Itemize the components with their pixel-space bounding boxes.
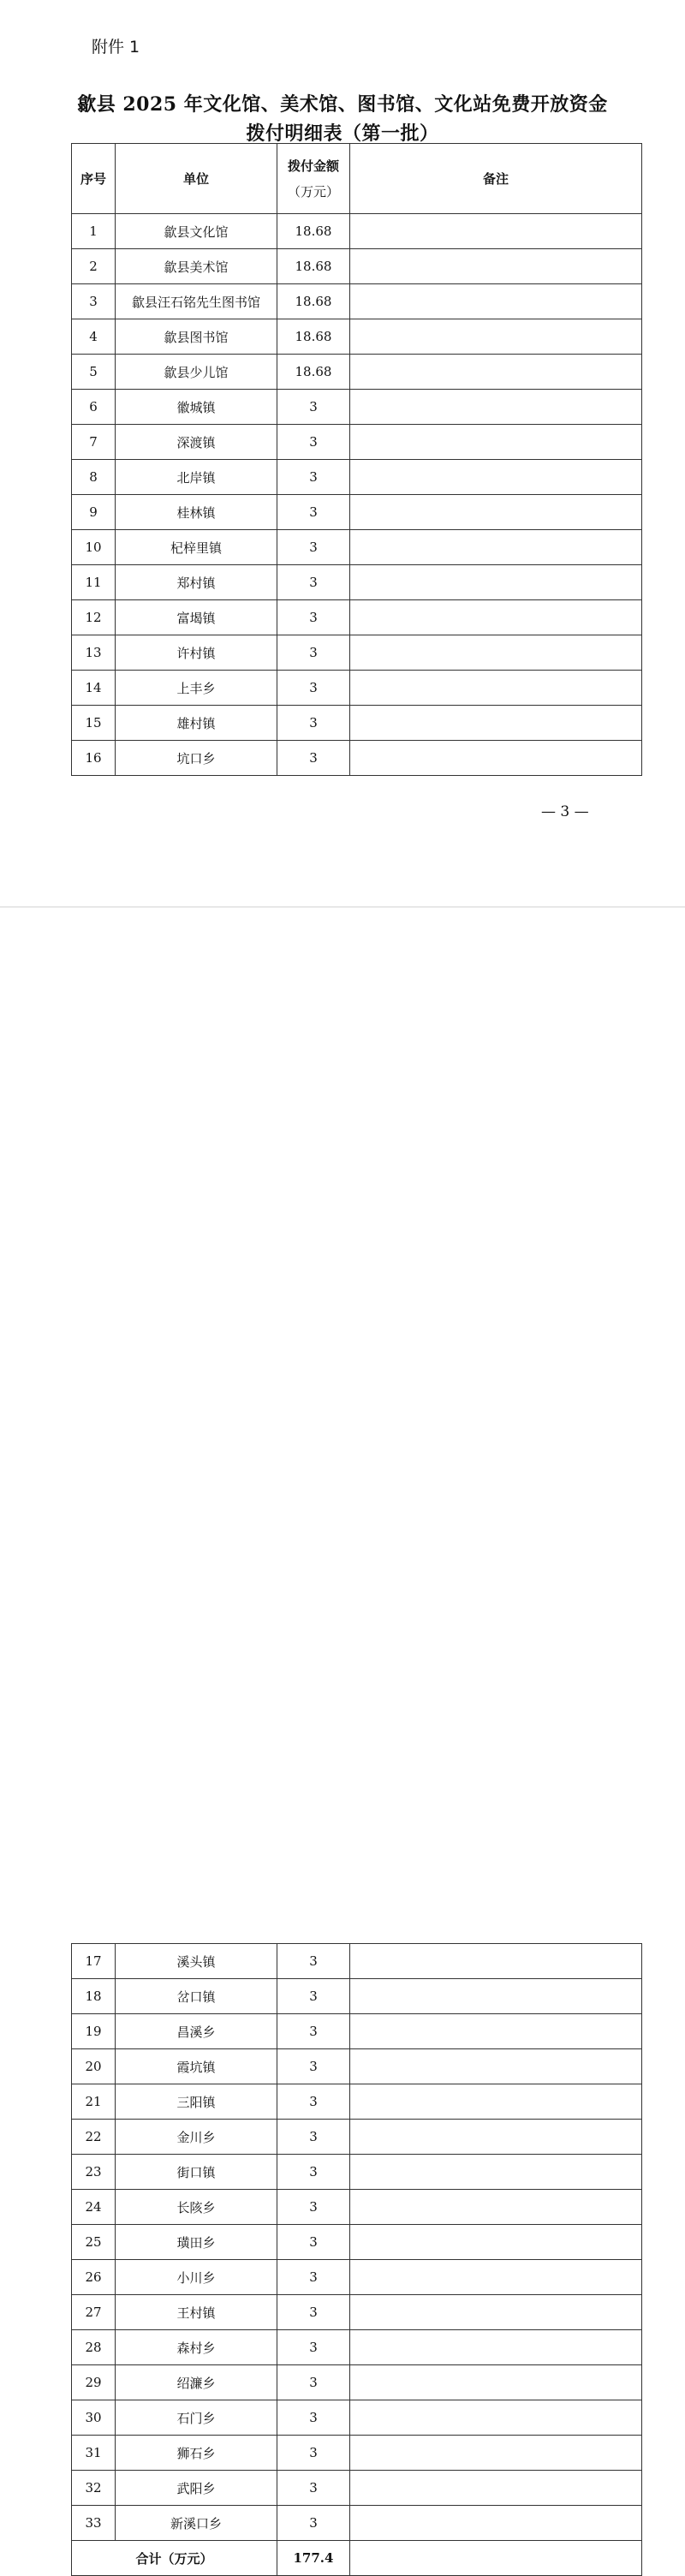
table-row bbox=[72, 2155, 642, 2190]
cell-remark bbox=[350, 741, 642, 776]
table-row bbox=[72, 2506, 642, 2541]
cell-remark bbox=[350, 390, 642, 425]
cell-index: 23 bbox=[72, 2155, 116, 2190]
cell-amount: 3 bbox=[277, 460, 350, 495]
cell-amount: 18.68 bbox=[277, 355, 350, 390]
cell-remark bbox=[350, 460, 642, 495]
cell-index: 19 bbox=[72, 2014, 116, 2049]
header-remarks: 备注 bbox=[350, 144, 642, 214]
cell-remark bbox=[350, 635, 642, 671]
table-row bbox=[72, 2049, 642, 2084]
cell-remark bbox=[350, 2330, 642, 2365]
cell-index: 9 bbox=[72, 495, 116, 530]
page-number: — 3 — bbox=[541, 803, 589, 820]
cell-amount: 3 bbox=[277, 2155, 350, 2190]
table-row bbox=[72, 565, 642, 600]
cell-unit: 郑村镇 bbox=[116, 565, 277, 600]
cell-index: 22 bbox=[72, 2120, 116, 2155]
cell-index: 6 bbox=[72, 390, 116, 425]
table-row bbox=[72, 2225, 642, 2260]
cell-index: 27 bbox=[72, 2295, 116, 2330]
header-index: 序号 bbox=[72, 144, 116, 214]
table-row bbox=[72, 390, 642, 425]
table-row bbox=[72, 635, 642, 671]
table-row bbox=[72, 530, 642, 565]
cell-unit: 溪头镇 bbox=[116, 1944, 277, 1979]
table-row bbox=[72, 706, 642, 741]
cell-unit: 街口镇 bbox=[116, 2155, 277, 2190]
table-header-row bbox=[72, 144, 642, 214]
document-title-line-1: 歙县 2025 年文化馆、美术馆、图书馆、文化站免费开放资金 bbox=[77, 93, 608, 116]
cell-unit: 歙县文化馆 bbox=[116, 214, 277, 249]
document-page-1 bbox=[0, 0, 685, 905]
cell-index: 24 bbox=[72, 2190, 116, 2225]
cell-unit: 王村镇 bbox=[116, 2295, 277, 2330]
cell-unit: 富堨镇 bbox=[116, 600, 277, 635]
table-row bbox=[72, 2120, 642, 2155]
cell-amount: 18.68 bbox=[277, 249, 350, 284]
table-row bbox=[72, 741, 642, 776]
cell-remark bbox=[350, 2014, 642, 2049]
cell-index: 1 bbox=[72, 214, 116, 249]
cell-unit: 石门乡 bbox=[116, 2400, 277, 2436]
cell-remark bbox=[350, 2190, 642, 2225]
cell-amount: 3 bbox=[277, 2365, 350, 2400]
cell-remark bbox=[350, 600, 642, 635]
cell-remark bbox=[350, 2260, 642, 2295]
cell-amount: 3 bbox=[277, 530, 350, 565]
cell-unit: 桂林镇 bbox=[116, 495, 277, 530]
table-row bbox=[72, 355, 642, 390]
cell-amount: 3 bbox=[277, 2471, 350, 2506]
cell-remark bbox=[350, 2436, 642, 2471]
table-row bbox=[72, 2084, 642, 2120]
table-row bbox=[72, 319, 642, 355]
cell-remark bbox=[350, 2365, 642, 2400]
cell-amount: 3 bbox=[277, 2225, 350, 2260]
cell-unit: 雄村镇 bbox=[116, 706, 277, 741]
cell-remark bbox=[350, 2084, 642, 2120]
cell-index: 7 bbox=[72, 425, 116, 460]
cell-amount: 3 bbox=[277, 425, 350, 460]
cell-amount: 3 bbox=[277, 2190, 350, 2225]
header-unit: 单位 bbox=[116, 144, 277, 214]
cell-index: 32 bbox=[72, 2471, 116, 2506]
table-row bbox=[72, 495, 642, 530]
cell-remark bbox=[350, 2400, 642, 2436]
cell-amount: 3 bbox=[277, 495, 350, 530]
cell-unit: 狮石乡 bbox=[116, 2436, 277, 2471]
cell-index: 17 bbox=[72, 1944, 116, 1979]
table-row bbox=[72, 2014, 642, 2049]
cell-index: 29 bbox=[72, 2365, 116, 2400]
cell-remark bbox=[350, 2506, 642, 2541]
cell-index: 18 bbox=[72, 1979, 116, 2014]
table-row bbox=[72, 425, 642, 460]
cell-remark bbox=[350, 425, 642, 460]
cell-remark bbox=[350, 1979, 642, 2014]
table-row bbox=[72, 284, 642, 319]
cell-index: 2 bbox=[72, 249, 116, 284]
cell-index: 5 bbox=[72, 355, 116, 390]
cell-amount: 18.68 bbox=[277, 319, 350, 355]
cell-index: 20 bbox=[72, 2049, 116, 2084]
header-amount bbox=[277, 144, 350, 214]
cell-remark bbox=[350, 249, 642, 284]
cell-index: 4 bbox=[72, 319, 116, 355]
allocation-table-part-2 bbox=[71, 1943, 642, 2576]
cell-unit: 小川乡 bbox=[116, 2260, 277, 2295]
cell-unit: 霞坑镇 bbox=[116, 2049, 277, 2084]
table-row bbox=[72, 2400, 642, 2436]
cell-index: 11 bbox=[72, 565, 116, 600]
cell-index: 14 bbox=[72, 671, 116, 706]
table-row bbox=[72, 2471, 642, 2506]
cell-unit: 绍濂乡 bbox=[116, 2365, 277, 2400]
cell-unit: 新溪口乡 bbox=[116, 2506, 277, 2541]
cell-remark bbox=[350, 2295, 642, 2330]
cell-index: 16 bbox=[72, 741, 116, 776]
cell-amount: 18.68 bbox=[277, 214, 350, 249]
cell-remark bbox=[350, 2120, 642, 2155]
table-row bbox=[72, 2436, 642, 2471]
cell-unit: 许村镇 bbox=[116, 635, 277, 671]
cell-amount: 3 bbox=[277, 671, 350, 706]
table-body-part-2 bbox=[72, 1944, 642, 2541]
cell-unit: 璜田乡 bbox=[116, 2225, 277, 2260]
cell-amount: 18.68 bbox=[277, 284, 350, 319]
cell-index: 31 bbox=[72, 2436, 116, 2471]
cell-amount: 3 bbox=[277, 2506, 350, 2541]
cell-index: 33 bbox=[72, 2506, 116, 2541]
cell-remark bbox=[350, 355, 642, 390]
table-row bbox=[72, 249, 642, 284]
cell-index: 21 bbox=[72, 2084, 116, 2120]
attachment-label: 附件 1 bbox=[92, 38, 140, 57]
cell-index: 3 bbox=[72, 284, 116, 319]
cell-amount: 3 bbox=[277, 741, 350, 776]
cell-unit: 森村乡 bbox=[116, 2330, 277, 2365]
cell-remark bbox=[350, 706, 642, 741]
cell-amount: 3 bbox=[277, 2084, 350, 2120]
cell-unit: 武阳乡 bbox=[116, 2471, 277, 2506]
cell-amount: 3 bbox=[277, 706, 350, 741]
table-row bbox=[72, 2295, 642, 2330]
cell-unit: 歙县汪石铭先生图书馆 bbox=[116, 284, 277, 319]
cell-remark bbox=[350, 2049, 642, 2084]
cell-amount: 3 bbox=[277, 2260, 350, 2295]
cell-amount: 3 bbox=[277, 565, 350, 600]
cell-remark bbox=[350, 671, 642, 706]
cell-amount: 3 bbox=[277, 600, 350, 635]
cell-amount: 3 bbox=[277, 390, 350, 425]
cell-amount: 3 bbox=[277, 2436, 350, 2471]
total-value: 177.4 bbox=[277, 2541, 350, 2576]
header-amount-unit: （万元） bbox=[287, 183, 339, 200]
cell-index: 10 bbox=[72, 530, 116, 565]
cell-unit: 三阳镇 bbox=[116, 2084, 277, 2120]
cell-index: 26 bbox=[72, 2260, 116, 2295]
cell-amount: 3 bbox=[277, 2400, 350, 2436]
cell-index: 30 bbox=[72, 2400, 116, 2436]
cell-amount: 3 bbox=[277, 2120, 350, 2155]
cell-amount: 3 bbox=[277, 635, 350, 671]
header-amount-label: 拨付金额 bbox=[287, 158, 339, 174]
table-row bbox=[72, 2330, 642, 2365]
cell-index: 13 bbox=[72, 635, 116, 671]
cell-unit: 坑口乡 bbox=[116, 741, 277, 776]
cell-amount: 3 bbox=[277, 2295, 350, 2330]
table-row bbox=[72, 600, 642, 635]
cell-amount: 3 bbox=[277, 2049, 350, 2084]
cell-amount: 3 bbox=[277, 1944, 350, 1979]
cell-unit: 昌溪乡 bbox=[116, 2014, 277, 2049]
cell-index: 25 bbox=[72, 2225, 116, 2260]
cell-remark bbox=[350, 284, 642, 319]
table-total-row bbox=[72, 2541, 642, 2576]
cell-index: 8 bbox=[72, 460, 116, 495]
cell-remark bbox=[350, 2225, 642, 2260]
cell-remark bbox=[350, 565, 642, 600]
total-label: 合计（万元） bbox=[72, 2541, 277, 2576]
cell-remark bbox=[350, 530, 642, 565]
cell-unit: 上丰乡 bbox=[116, 671, 277, 706]
cell-unit: 长陔乡 bbox=[116, 2190, 277, 2225]
cell-unit: 深渡镇 bbox=[116, 425, 277, 460]
total-remark bbox=[350, 2541, 642, 2576]
table-body-part-1 bbox=[72, 214, 642, 776]
table-row bbox=[72, 2190, 642, 2225]
cell-unit: 歙县图书馆 bbox=[116, 319, 277, 355]
cell-unit: 岔口镇 bbox=[116, 1979, 277, 2014]
cell-index: 12 bbox=[72, 600, 116, 635]
cell-remark bbox=[350, 2155, 642, 2190]
cell-index: 15 bbox=[72, 706, 116, 741]
cell-index: 28 bbox=[72, 2330, 116, 2365]
table-row bbox=[72, 460, 642, 495]
table-row bbox=[72, 1979, 642, 2014]
document-title-line-2: 拨付明细表（第一批） bbox=[246, 122, 439, 145]
cell-remark bbox=[350, 319, 642, 355]
cell-amount: 3 bbox=[277, 1979, 350, 2014]
cell-unit: 歙县美术馆 bbox=[116, 249, 277, 284]
allocation-table-part-1 bbox=[71, 143, 642, 776]
cell-remark bbox=[350, 214, 642, 249]
document-page-2 bbox=[0, 908, 685, 2567]
cell-unit: 金川乡 bbox=[116, 2120, 277, 2155]
table-row bbox=[72, 2260, 642, 2295]
cell-unit: 杞梓里镇 bbox=[116, 530, 277, 565]
cell-amount: 3 bbox=[277, 2330, 350, 2365]
cell-amount: 3 bbox=[277, 2014, 350, 2049]
cell-unit: 徽城镇 bbox=[116, 390, 277, 425]
table-row bbox=[72, 671, 642, 706]
cell-remark bbox=[350, 495, 642, 530]
cell-remark bbox=[350, 1944, 642, 1979]
table-row bbox=[72, 2365, 642, 2400]
cell-remark bbox=[350, 2471, 642, 2506]
table-row bbox=[72, 214, 642, 249]
cell-unit: 歙县少儿馆 bbox=[116, 355, 277, 390]
cell-unit: 北岸镇 bbox=[116, 460, 277, 495]
table-row bbox=[72, 1944, 642, 1979]
